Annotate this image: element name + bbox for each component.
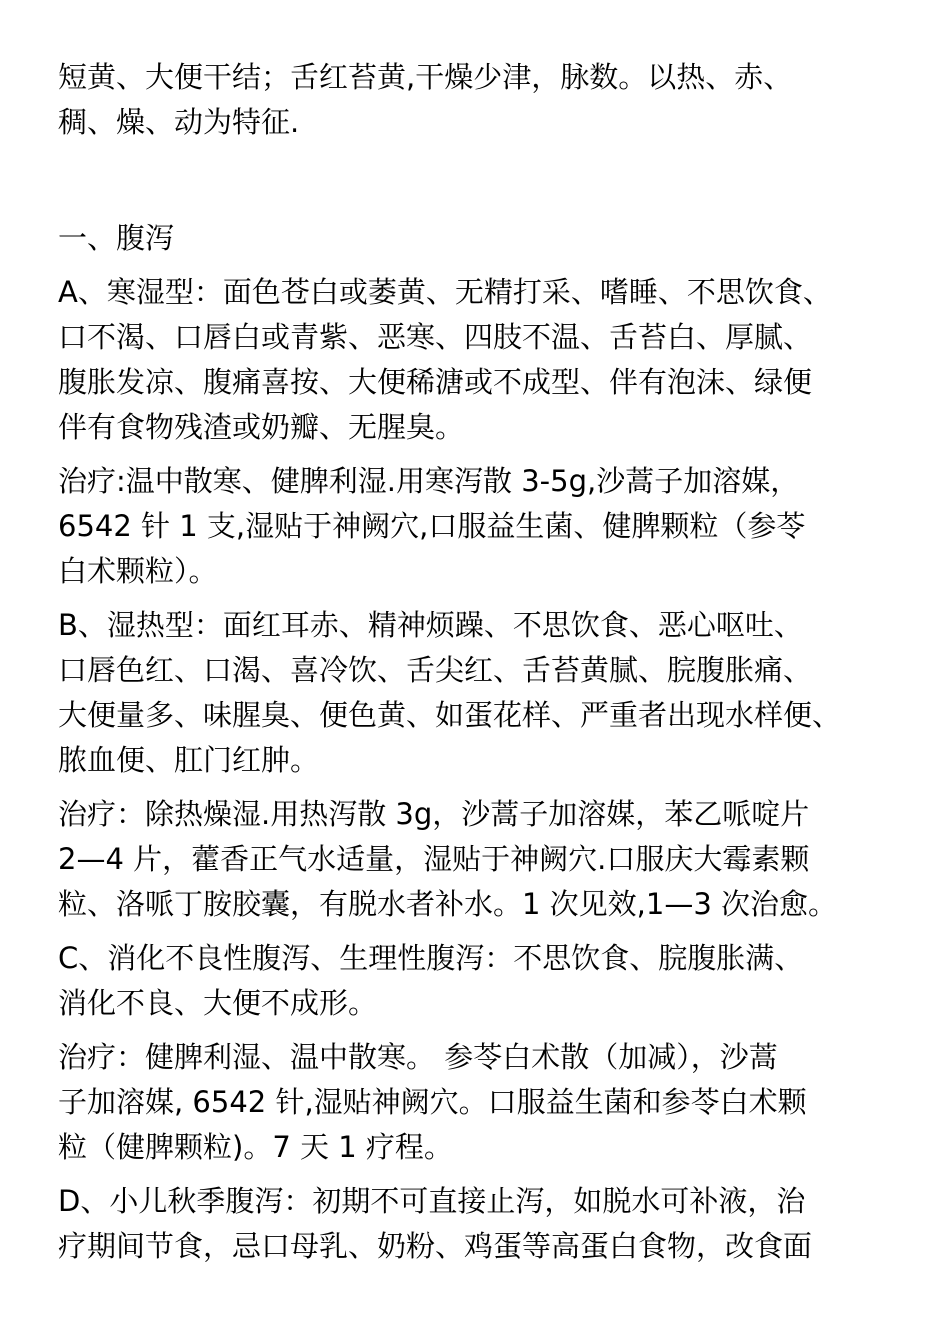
text-line: 伴有食物残渣或奶瓣、无腥臭。 bbox=[58, 410, 465, 444]
paragraph-indigestion-treatment bbox=[58, 1035, 908, 1170]
text-line: 稠、燥、动为特征. bbox=[58, 105, 300, 139]
text-line: 消化不良、大便不成形。 bbox=[58, 986, 378, 1020]
paragraph-cold-damp-type bbox=[58, 270, 908, 450]
text-line: 口唇色红、口渴、喜冷饮、舌尖红、舌苔黄腻、脘腹胀痛、 bbox=[58, 653, 813, 687]
document-page bbox=[58, 55, 908, 1269]
text-line: 腹胀发凉、腹痛喜按、大便稀溏或不成型、伴有泡沫、绿便 bbox=[58, 365, 813, 399]
text-line: 短黄、大便干结；舌红苔黄,干燥少津，脉数。以热、赤、 bbox=[58, 60, 793, 94]
text-line: 粒、洛哌丁胺胶囊，有脱水者补水。1 次见效,1—3 次治愈。 bbox=[58, 887, 838, 921]
text-line: 疗期间节食，忌口母乳、奶粉、鸡蛋等高蛋白食物，改食面 bbox=[58, 1229, 813, 1263]
text-line: 粒（健脾颗粒)。7 天 1 疗程。 bbox=[58, 1130, 453, 1164]
intro-paragraph bbox=[58, 55, 908, 145]
text-line: 白术颗粒）。 bbox=[58, 554, 218, 588]
section-heading: 一、腹泻 bbox=[58, 221, 175, 255]
text-line: 子加溶媒, 6542 针,湿贴神阙穴。口服益生菌和参苓白术颗 bbox=[58, 1085, 807, 1119]
paragraph-damp-heat-treatment bbox=[58, 792, 908, 927]
text-line: 口不渴、口唇白或青紫、恶寒、四肢不温、舌苔白、厚腻、 bbox=[58, 320, 813, 354]
text-line: 大便量多、味腥臭、便色黄、如蛋花样、严重者出现水样便、 bbox=[58, 698, 842, 732]
text-line: B、湿热型：面红耳赤、精神烦躁、不思饮食、恶心呕吐、 bbox=[58, 608, 803, 642]
paragraph-autumn-diarrhea bbox=[58, 1179, 908, 1269]
text-line: 6542 针 1 支,湿贴于神阙穴,口服益生菌、健脾颗粒（参苓 bbox=[58, 509, 806, 543]
paragraph-damp-heat-type bbox=[58, 603, 908, 783]
text-line: 治疗：健脾利湿、温中散寒。 参苓白术散（加减），沙蒿 bbox=[58, 1040, 778, 1074]
text-line: C、消化不良性腹泻、生理性腹泻：不思饮食、脘腹胀满、 bbox=[58, 941, 804, 975]
text-line: D、小儿秋季腹泻：初期不可直接止泻，如脱水可补液，治 bbox=[58, 1184, 806, 1218]
text-line: 治疗：除热燥湿.用热泻散 3g，沙蒿子加溶媒，苯乙哌啶片 bbox=[58, 797, 810, 831]
text-line: 治疗:温中散寒、健脾利湿.用寒泻散 3-5g,沙蒿子加溶媒， bbox=[58, 464, 800, 498]
text-line: 脓血便、肛门红肿。 bbox=[58, 743, 320, 777]
paragraph-cold-damp-treatment bbox=[58, 459, 908, 594]
paragraph-indigestion-type bbox=[58, 936, 908, 1026]
text-line: A、寒湿型：面色苍白或萎黄、无精打采、嗜睡、不思饮食、 bbox=[58, 275, 832, 309]
text-line: 2—4 片，藿香正气水适量，湿贴于神阙穴.口服庆大霉素颗 bbox=[58, 842, 810, 876]
